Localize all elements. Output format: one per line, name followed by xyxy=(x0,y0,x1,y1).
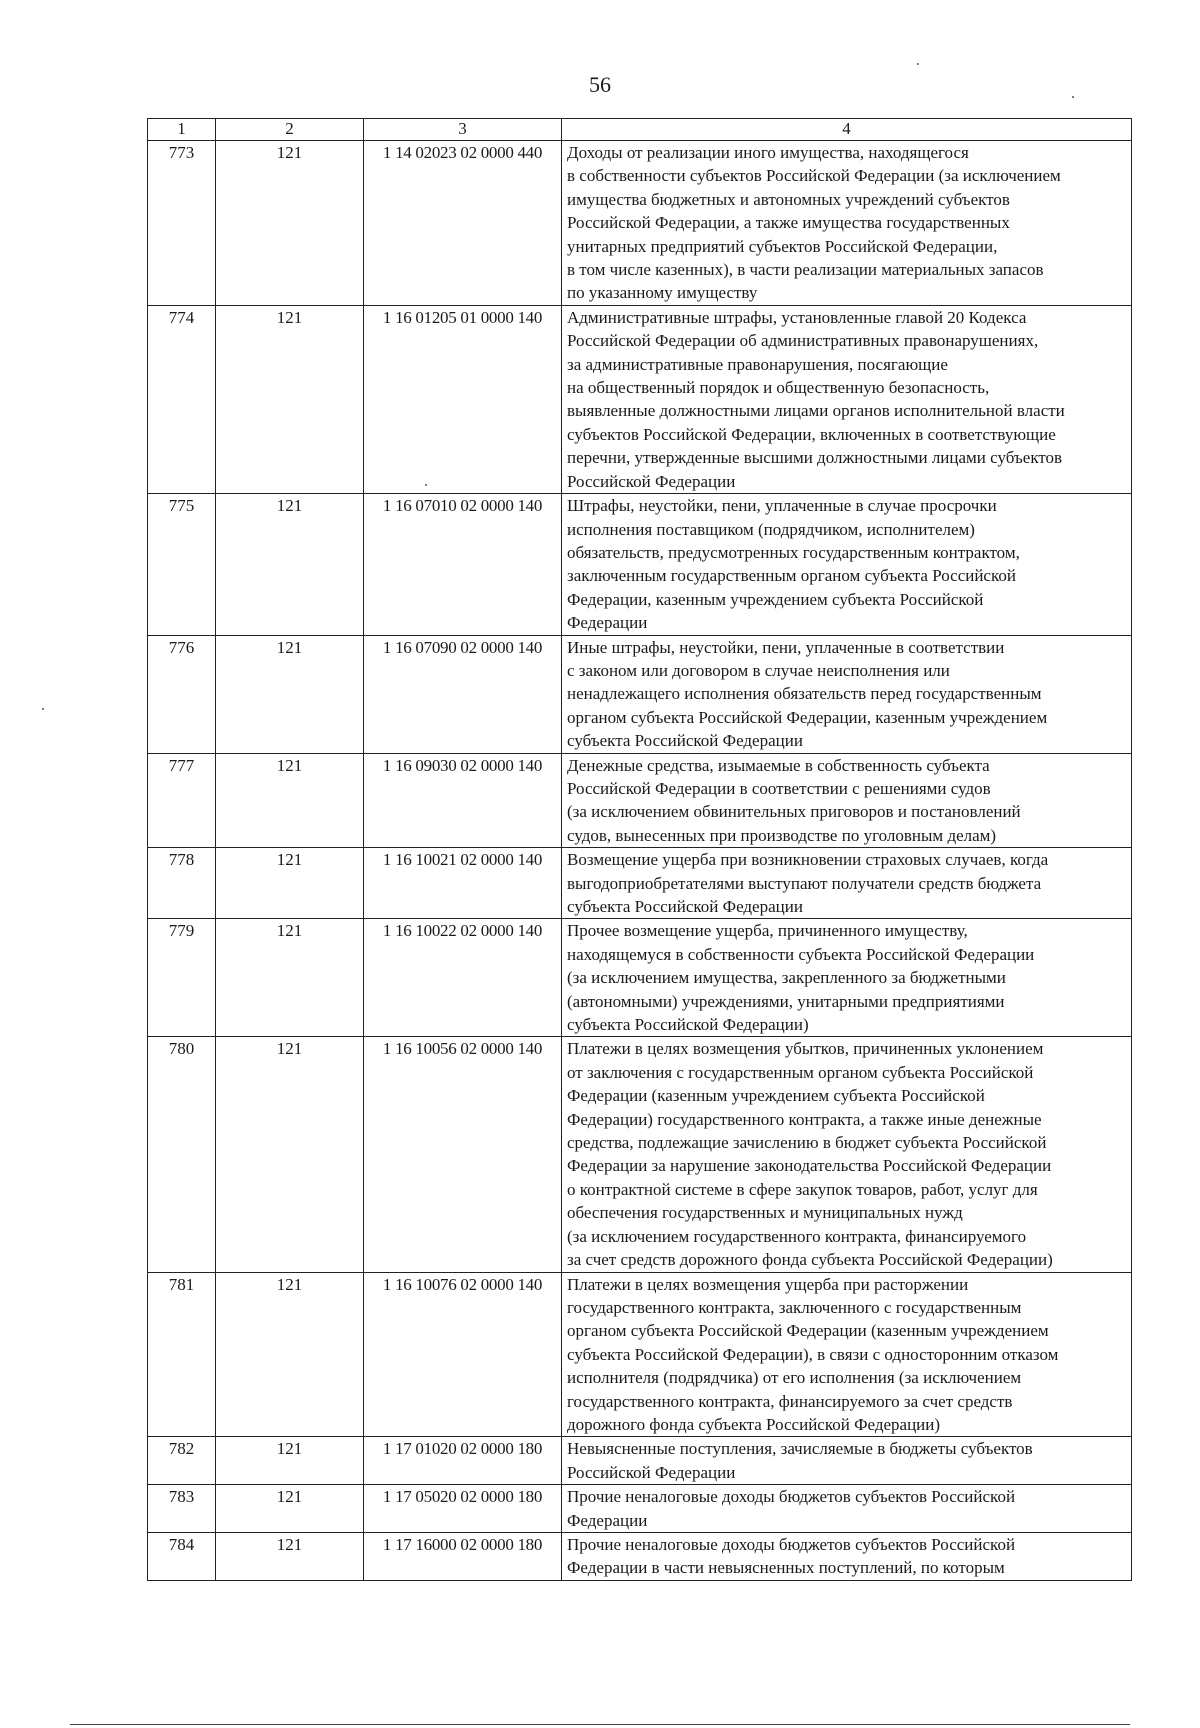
description-line: (автономными) учреждениями, унитарными предприятиями xyxy=(567,991,1005,1011)
description-line: за административные правонарушения, посягающие xyxy=(567,354,948,374)
description-line: о контрактной системе в сфере закупок товаров, работ, услуг для xyxy=(567,1179,1038,1199)
description-line: Денежные средства, изымаемые в собственность субъекта xyxy=(567,755,990,775)
description-line: субъекта Российской Федерации xyxy=(567,731,803,751)
admin-code: 121 xyxy=(216,305,364,493)
description-line: Прочие неналоговые доходы бюджетов субъектов Российской xyxy=(567,1534,1016,1554)
description-line: органом субъекта Российской Федерации (казенным учреждением xyxy=(567,1321,1049,1341)
admin-code: 121 xyxy=(216,848,364,919)
admin-code: 121 xyxy=(216,141,364,306)
column-header-1: 1 xyxy=(148,119,216,141)
description-line: находящемуся в собственности субъекта Российской Федерации xyxy=(567,944,1035,964)
revenue-description xyxy=(562,753,1132,848)
description-line: Доходы от реализации иного имущества, находящегося xyxy=(567,143,969,162)
description-line: дорожного фонда субъекта Российской Федерации) xyxy=(567,1414,941,1434)
table-row xyxy=(148,753,1132,848)
description-line: субъекта Российской Федерации xyxy=(567,897,803,916)
description-line: субъектов Российской Федерации, включенных в соответствующие xyxy=(567,424,1056,444)
budget-class-code: 1 16 10021 02 0000 140 xyxy=(364,848,562,919)
description-line: органом субъекта Российской Федерации, казенным учреждением xyxy=(567,707,1048,727)
description-line: Иные штрафы, неустойки, пени, уплаченные в соответствии xyxy=(567,637,1005,657)
description-line: обязательств, предусмотренных государственным контрактом, xyxy=(567,542,1020,562)
row-number: 778 xyxy=(148,848,216,919)
description-line: субъекта Российской Федерации), в связи с односторонним отказом xyxy=(567,1344,1059,1364)
description-line: судов, вынесенных при производстве по уголовным делам) xyxy=(567,825,997,845)
description-line: за счет средств дорожного фонда субъекта Российской Федерации) xyxy=(567,1250,1053,1270)
description-line: Возмещение ущерба при возникновении страховых случаев, когда xyxy=(567,850,1049,870)
description-line: Российской Федерации, а также имущества государственных xyxy=(567,213,1010,233)
page-number: 56 xyxy=(589,72,611,97)
table-row xyxy=(148,1037,1132,1272)
budget-class-code: 1 17 05020 02 0000 180 xyxy=(364,1485,562,1533)
row-number: 781 xyxy=(148,1272,216,1437)
description-line: Российской Федерации в соответствии с решениями судов xyxy=(567,778,991,798)
revenue-description xyxy=(562,1485,1132,1533)
scan-speck xyxy=(1072,96,1074,98)
description-line: с законом или договором в случае неисполнения или xyxy=(567,660,950,680)
description-line: (за исключением имущества, закрепленного за бюджетными xyxy=(567,968,1006,988)
description-line: на общественный порядок и общественную безопасность, xyxy=(567,378,990,398)
table-row xyxy=(148,1532,1132,1580)
revenue-description xyxy=(562,141,1132,306)
description-line: Административные штрафы, установленные главой 20 Кодекса xyxy=(567,307,1027,327)
admin-code: 121 xyxy=(216,1037,364,1272)
budget-class-code: 1 16 07010 02 0000 140 xyxy=(364,494,562,635)
description-line: обеспечения государственных и муниципальных нужд xyxy=(567,1203,963,1223)
description-line: Федерации в части невыясненных поступлений, по которым xyxy=(567,1558,1005,1578)
description-line: выгодоприобретателями выступают получатели средств бюджета xyxy=(567,873,1042,893)
description-line: субъекта Российской Федерации) xyxy=(567,1015,809,1035)
budget-class-code: 1 14 02023 02 0000 440 xyxy=(364,141,562,306)
description-line: Прочее возмещение ущерба, причиненного имуществу, xyxy=(567,921,968,941)
admin-code: 121 xyxy=(216,494,364,635)
description-line: в собственности субъектов Российской Федерации (за исключением xyxy=(567,166,1061,186)
table-row xyxy=(148,494,1132,635)
revenue-description xyxy=(562,494,1132,635)
budget-class-code: 1 16 01205 01 0000 140 xyxy=(364,305,562,493)
row-number: 784 xyxy=(148,1532,216,1580)
table-header-row xyxy=(148,119,1132,141)
row-number: 777 xyxy=(148,753,216,848)
description-line: (за исключением государственного контракта, финансируемого xyxy=(567,1226,1027,1246)
description-line: перечни, утвержденные высшими должностными лицами субъектов xyxy=(567,448,1063,468)
description-line: государственного контракта, заключенного с государственным xyxy=(567,1297,1022,1317)
budget-class-code: 1 16 09030 02 0000 140 xyxy=(364,753,562,848)
description-line: ненадлежащего исполнения обязательств перед государственным xyxy=(567,684,1042,704)
description-line: Федерации за нарушение законодательства Российской Федерации xyxy=(567,1156,1052,1176)
revenue-description xyxy=(562,848,1132,919)
table-row xyxy=(148,305,1132,493)
row-number: 775 xyxy=(148,494,216,635)
admin-code: 121 xyxy=(216,919,364,1037)
description-line: Федерации xyxy=(567,1510,648,1530)
row-number: 782 xyxy=(148,1437,216,1485)
row-number: 783 xyxy=(148,1485,216,1533)
revenue-description xyxy=(562,919,1132,1037)
description-line: Федерации, казенным учреждением субъекта Российской xyxy=(567,589,984,609)
table-row xyxy=(148,635,1132,753)
admin-code: 121 xyxy=(216,635,364,753)
revenue-description xyxy=(562,305,1132,493)
row-number: 776 xyxy=(148,635,216,753)
scan-bottom-rule xyxy=(70,1724,1130,1725)
admin-code: 121 xyxy=(216,1532,364,1580)
description-line: средства, подлежащие зачислению в бюджет субъекта Российской xyxy=(567,1133,1047,1153)
description-line: от заключения с государственным органом субъекта Российской xyxy=(567,1062,1034,1082)
description-line: Федерации) государственного контракта, а также иные денежные xyxy=(567,1109,1042,1129)
description-line: унитарных предприятий субъектов Российской Федерации, xyxy=(567,236,998,256)
description-line: Прочие неналоговые доходы бюджетов субъектов Российской xyxy=(567,1487,1016,1507)
budget-class-code: 1 17 01020 02 0000 180 xyxy=(364,1437,562,1485)
description-line: Платежи в целях возмещения ущерба при расторжении xyxy=(567,1274,969,1294)
table-row xyxy=(148,1437,1132,1485)
admin-code: 121 xyxy=(216,1272,364,1437)
revenue-description xyxy=(562,1272,1132,1437)
budget-class-code: 1 16 10056 02 0000 140 xyxy=(364,1037,562,1272)
description-line: в том числе казенных), в части реализации материальных запасов xyxy=(567,260,1044,280)
budget-class-code: 1 16 10076 02 0000 140 xyxy=(364,1272,562,1437)
table-row xyxy=(148,919,1132,1037)
description-line: Российской Федерации об административных правонарушениях, xyxy=(567,331,1039,351)
scan-speck xyxy=(917,63,919,65)
budget-class-code: 1 16 07090 02 0000 140 xyxy=(364,635,562,753)
row-number: 780 xyxy=(148,1037,216,1272)
description-line: исполнения поставщиком (подрядчиком, исполнителем) xyxy=(567,519,975,539)
description-line: Федерации xyxy=(567,613,648,633)
admin-code: 121 xyxy=(216,1437,364,1485)
description-line: Штрафы, неустойки, пени, уплаченные в случае просрочки xyxy=(567,496,997,516)
revenue-description xyxy=(562,1037,1132,1272)
row-number: 774 xyxy=(148,305,216,493)
description-line: государственного контракта, финансируемого за счет средств xyxy=(567,1391,1013,1411)
description-line: Российской Федерации xyxy=(567,1462,736,1482)
admin-code: 121 xyxy=(216,753,364,848)
revenue-description xyxy=(562,1437,1132,1485)
description-line: (за исключением обвинительных приговоров и постановлений xyxy=(567,802,1021,822)
description-line: заключенным государственным органом субъекта Российской xyxy=(567,566,1016,586)
description-line: имущества бюджетных и автономных учреждений субъектов xyxy=(567,189,1010,209)
row-number: 773 xyxy=(148,141,216,306)
budget-class-code: 1 17 16000 02 0000 180 xyxy=(364,1532,562,1580)
budget-class-code: 1 16 10022 02 0000 140 xyxy=(364,919,562,1037)
table-row xyxy=(148,1485,1132,1533)
scan-speck xyxy=(42,708,44,710)
table-row xyxy=(148,141,1132,306)
table-row xyxy=(148,1272,1132,1437)
revenue-codes-table xyxy=(147,118,1132,1581)
column-header-3: 3 xyxy=(364,119,562,141)
revenue-description xyxy=(562,635,1132,753)
column-header-2: 2 xyxy=(216,119,364,141)
scan-speck xyxy=(425,484,427,486)
description-line: выявленные должностными лицами органов исполнительной власти xyxy=(567,401,1065,421)
revenue-description xyxy=(562,1532,1132,1580)
row-number: 779 xyxy=(148,919,216,1037)
table-row xyxy=(148,848,1132,919)
description-line: Федерации (казенным учреждением субъекта Российской xyxy=(567,1086,985,1106)
admin-code: 121 xyxy=(216,1485,364,1533)
description-line: Платежи в целях возмещения убытков, причиненных уклонением xyxy=(567,1039,1044,1059)
description-line: по указанному имуществу xyxy=(567,283,758,303)
table-body xyxy=(148,141,1132,1581)
description-line: Невыясненные поступления, зачисляемые в бюджеты субъектов xyxy=(567,1439,1033,1459)
column-header-4: 4 xyxy=(562,119,1132,141)
description-line: Российской Федерации xyxy=(567,471,736,491)
description-line: исполнителя (подрядчика) от его исполнения (за исключением xyxy=(567,1368,1022,1388)
